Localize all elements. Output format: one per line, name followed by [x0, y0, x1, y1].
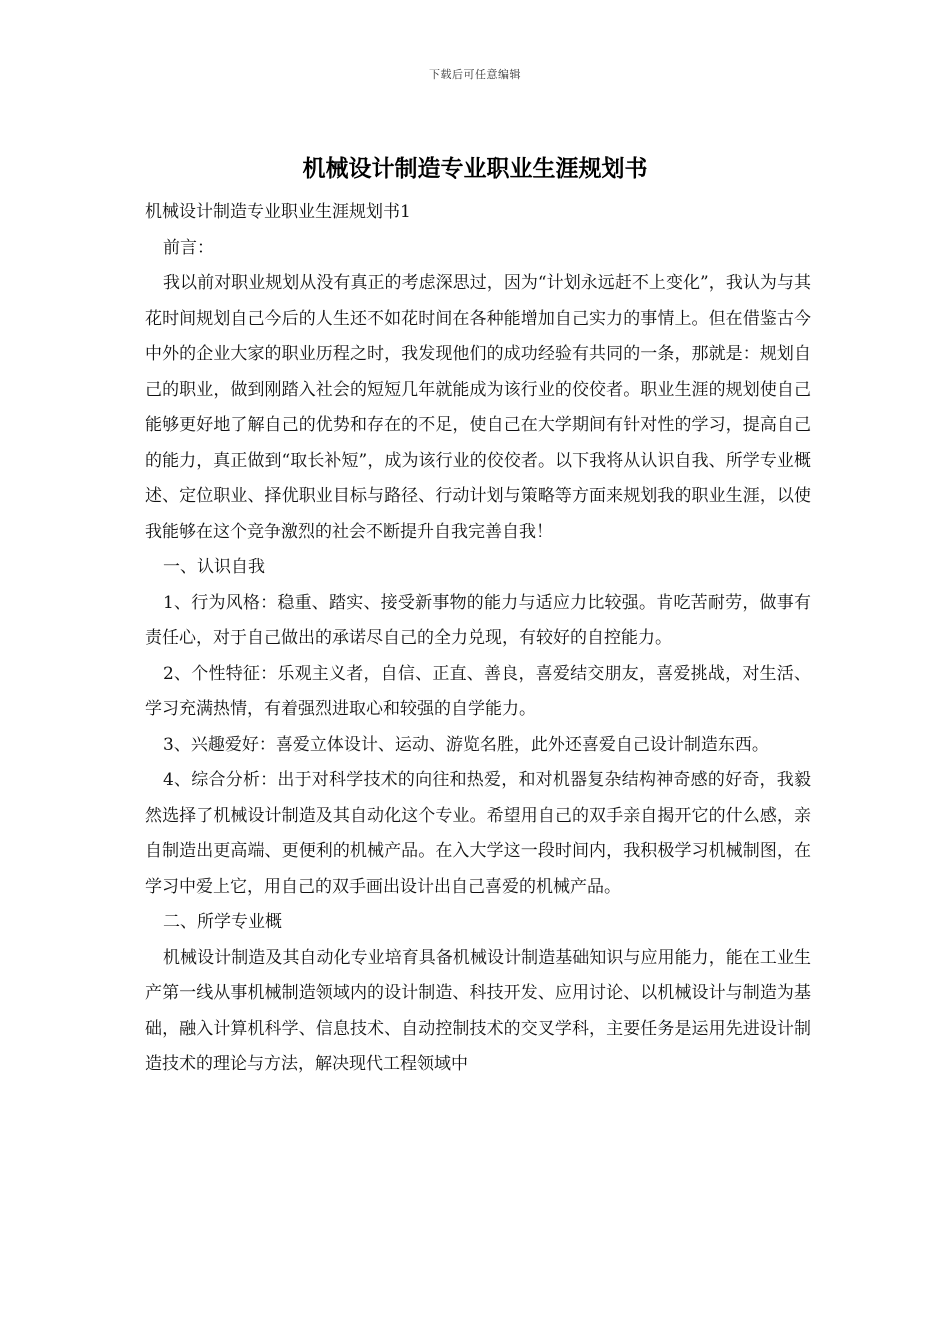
document-subtitle: 机械设计制造专业职业生涯规划书1 [145, 202, 411, 222]
paragraph-behavior-style: 1、行为风格：稳重、踏实、接受新事物的能力与适应力比较强。肯吃苦耐劳，做事有责任心，对于自己做出的承诺尽自己的全力兑现，有较好的自控能力。 [145, 592, 811, 648]
section-heading-major-overview: 二、所学专业概 [163, 912, 282, 932]
paragraph-major-overview: 机械设计制造及其自动化专业培育具备机械设计制造基础知识与应用能力，能在工业生产第一线从事机械制造领域内的设计制造、科技开发、应用讨论、以机械设计与制造为基础，融入计算机科学、信息技术、自动控制技术的交叉学科，主要任务是运用先进设计制造技术的理论与方法，解决现代工程领域中 [145, 947, 811, 1074]
document-body [145, 195, 811, 1083]
section-heading-self-awareness: 一、认识自我 [163, 557, 265, 577]
preface-paragraph: 我以前对职业规划从没有真正的考虑深思过，因为“计划永远赶不上变化”，我认为与其花时间规划自己今后的人生还不如花时间在各种能增加自己实力的事情上。但在借鉴古今中外的企业大家的职业历程之时，我发现他们的成功经验有共同的一条，那就是：规划自己的职业，做到刚踏入社会的短短几年就能成为该行业的佼佼者。职业生涯的规划使自己能够更好地了解自己的优势和存在的不足，使自己在大学期间有针对性的学习，提高自己的能力，真正做到“取长补短”，成为该行业的佼佼者。以下我将从认识自我、所学专业概述、定位职业、择优职业目标与路径、行动计划与策略等方面来规划我的职业生涯，以使我能够在这个竞争激烈的社会不断提升自我完善自我！ [145, 273, 811, 542]
paragraph-analysis: 4、综合分析：出于对科学技术的向往和热爱，和对机器复杂结构神奇感的好奇，我毅然选择了机械设计制造及其自动化这个专业。希望用自己的双手亲自揭开它的什么感，亲自制造出更高端、更便利的机械产品。在入大学这一段时间内，我积极学习机械制图，在学习中爱上它，用自己的双手画出设计出自己喜爱的机械产品。 [145, 770, 811, 897]
header-note: 下载后可任意编辑 [429, 68, 521, 81]
document-title: 机械设计制造专业职业生涯规划书 [302, 155, 648, 182]
preface-label: 前言： [163, 237, 214, 258]
paragraph-interests: 3、兴趣爱好：喜爱立体设计、运动、游览名胜，此外还喜爱自己设计制造东西。 [163, 734, 769, 755]
paragraph-personality: 2、个性特征：乐观主义者，自信、正直、善良，喜爱结交朋友，喜爱挑战，对生活、学习充满热情，有着强烈进取心和较强的自学能力。 [145, 663, 811, 719]
